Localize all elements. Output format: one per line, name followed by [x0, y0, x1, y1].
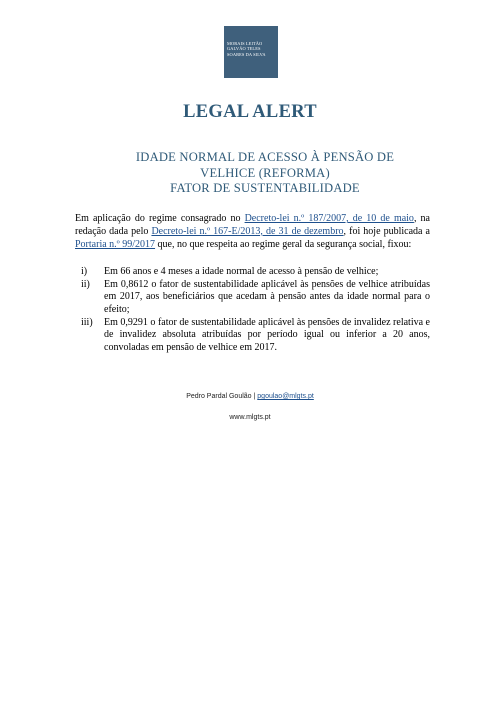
subject-heading — [125, 150, 405, 197]
logo-line: GALVÃO TELES — [227, 46, 261, 52]
logo-line: MORAIS LEITÃO — [227, 41, 263, 46]
author-email-link[interactable]: pgoulao@mlgts.pt — [257, 393, 314, 400]
item-text: Em 0,8612 o fator de sustentabilidade aplicável às pensões de velhice atribuídas em 2017, aos beneficiários que acedam à pensão antes da idade normal para o efeito; — [104, 279, 430, 315]
item-text: Em 66 anos e 4 meses a idade normal de acesso à pensão de velhice; — [104, 266, 379, 277]
list-item — [75, 279, 430, 316]
intro-text: , foi hoje publicada a — [343, 225, 430, 237]
provisions-list — [75, 266, 430, 355]
decree-law-167e-2013-link[interactable]: Decreto-lei n.º 167-E/2013, de 31 de dezembro — [151, 225, 344, 237]
author-name: Pedro Pardal Goulão | — [186, 393, 258, 400]
subject-line-2: VELHICE (REFORMA) — [200, 165, 330, 180]
author-line — [0, 393, 500, 400]
decree-law-187-2007-link[interactable]: Decreto-lei n.º 187/2007, de 10 de maio — [244, 213, 414, 224]
item-number: iii) — [81, 316, 93, 328]
item-text: Em 0,9291 o fator de sustentabilidade aplicável às pensões de invalidez relativa e de invalidez absoluta atribuídas por período igual ou inferior a 20 anos, convoladas em pensão de velhice em 2017. — [104, 316, 430, 353]
item-number: i) — [81, 266, 88, 277]
subject-line-3: FATOR DE SUSTENTABILIDADE — [170, 181, 360, 195]
list-item — [75, 317, 430, 354]
firm-logo — [224, 26, 278, 78]
logo-line: SOARES DA SILVA — [227, 51, 266, 57]
intro-text: , na redação dada pelo — [75, 213, 430, 237]
item-number: ii) — [81, 279, 90, 290]
intro-paragraph — [75, 213, 430, 251]
intro-text: que, no que respeita ao regime geral da segurança social, fixou: — [155, 238, 412, 250]
intro-text: Em aplicação do regime consagrado no — [75, 213, 245, 224]
page-title: LEGAL ALERT — [183, 102, 317, 122]
subject-line-1: IDADE NORMAL DE ACESSO À PENSÃO DE — [135, 150, 395, 164]
ordinance-99-2017-link[interactable]: Portaria n.º 99/2017 — [75, 238, 156, 250]
website-url: www.mlgts.pt — [229, 414, 271, 421]
list-item — [75, 266, 430, 278]
